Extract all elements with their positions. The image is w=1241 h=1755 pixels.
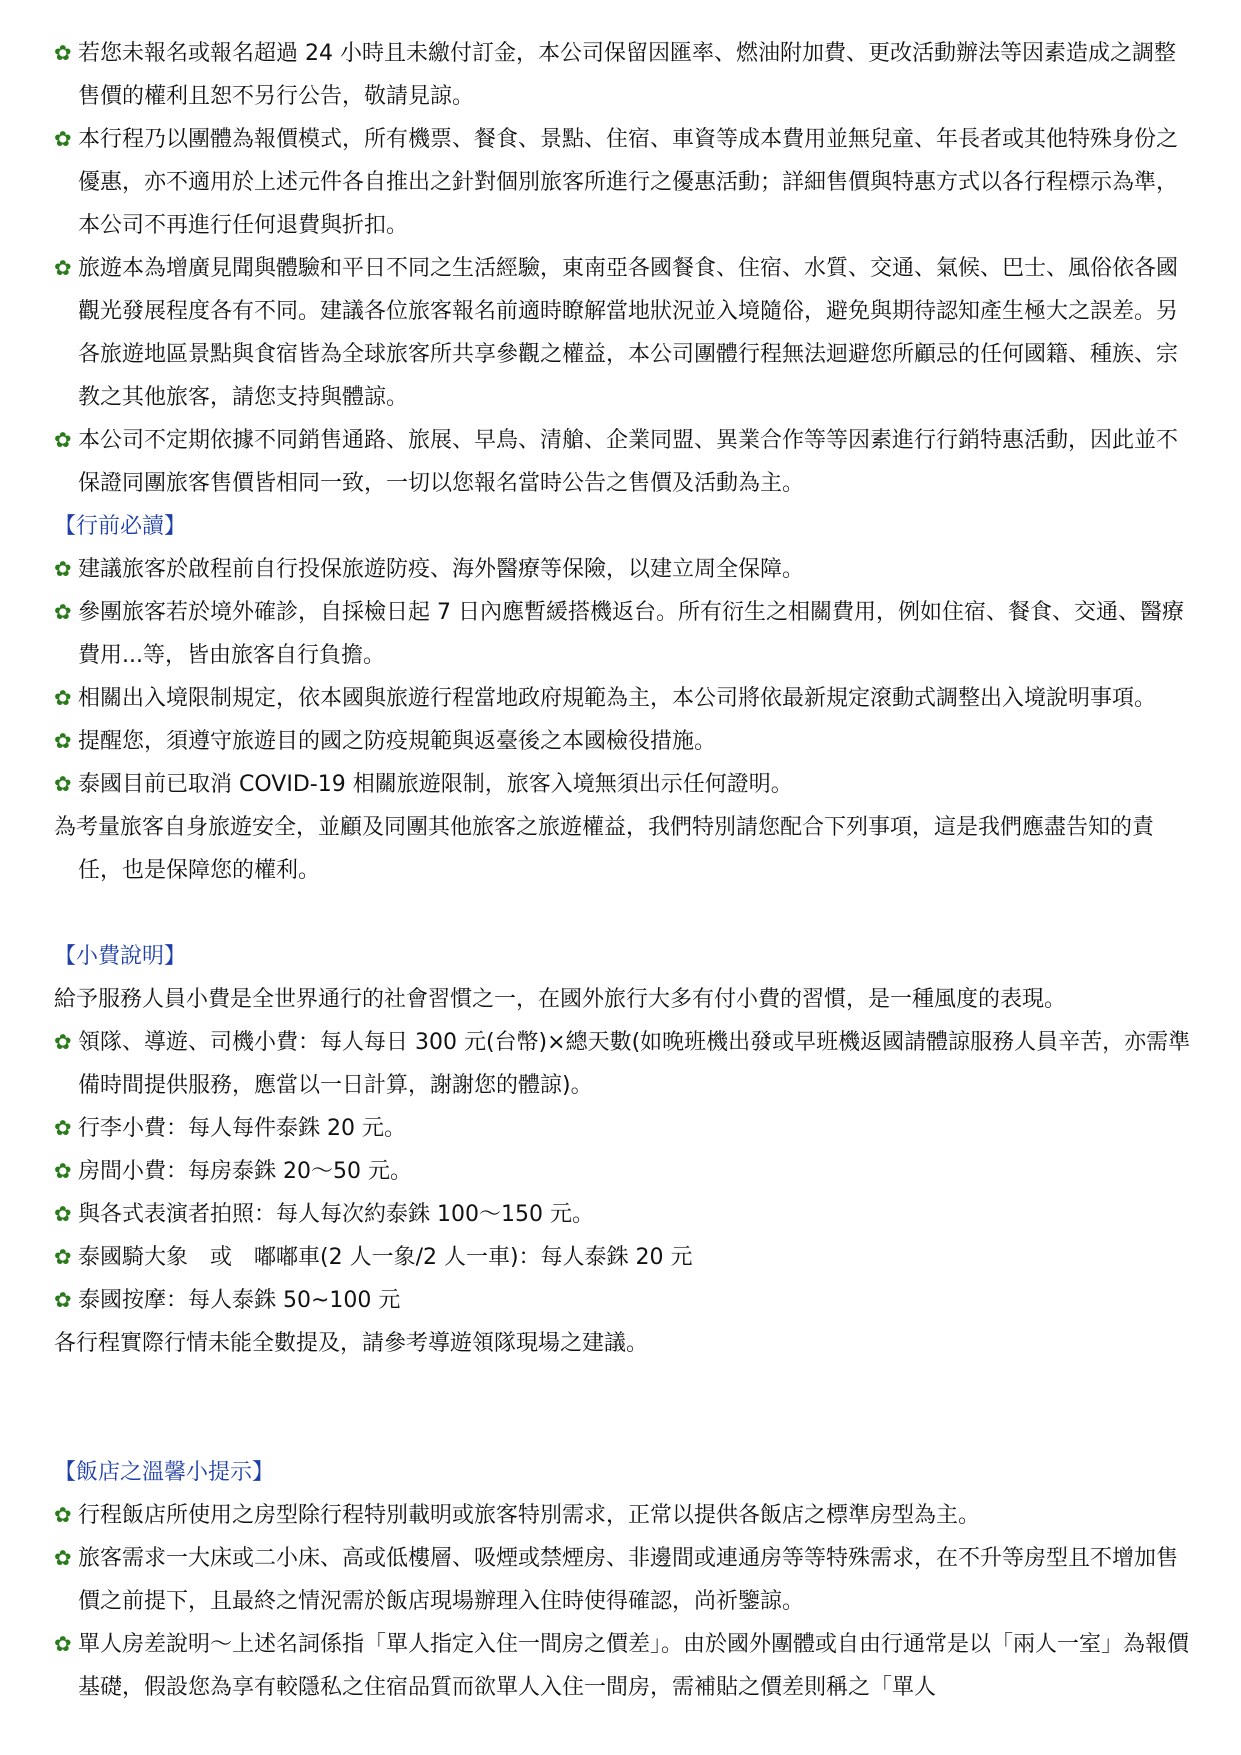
pre-trip-item <box>54 763 1194 806</box>
flower-bullet-icon: ✿ <box>54 127 72 151</box>
notice-text: 旅遊本為增廣見聞與體驗和平日不同之生活經驗，東南亞各國餐食、住宿、水質、交通、氣候、巴士、風俗依各國觀光發展程度各有不同。建議各位旅客報名前適時瞭解當地狀況並入境隨俗，避免與期待認知產生極大之誤差。另各旅遊地區景點與食宿皆為全球旅客所共享參觀之權益，本公司團體行程無法迴避您所顧忌的任何國籍、種族、宗教之其他旅客，請您支持與體諒。 <box>78 256 1179 410</box>
tips-closing: 各行程實際行情未能全數提及，請參考導遊領隊現場之建議。 <box>54 1331 649 1356</box>
flower-bullet-icon: ✿ <box>54 1245 72 1269</box>
notice-item <box>54 419 1194 505</box>
hotel-text: 行程飯店所使用之房型除行程特別載明或旅客特別需求，正常以提供各飯店之標準房型為主。 <box>78 1503 981 1528</box>
flower-bullet-icon: ✿ <box>54 1288 72 1312</box>
pre-trip-item <box>54 677 1194 720</box>
tips-text: 領隊、導遊、司機小費：每人每日 300 元(台幣)×總天數(如晚班機出發或早班機返國請體諒服務人員辛苦，亦需準備時間提供服務，應當以一日計算，謝謝您的體諒)。 <box>78 1030 1191 1098</box>
flower-bullet-icon: ✿ <box>54 1116 72 1140</box>
notice-text: 若您未報名或報名超過 24 小時且未繳付訂金，本公司保留因匯率、燃油附加費、更改活動辦法等因素造成之調整售價的權利且恕不另行公告，敬請見諒。 <box>78 41 1176 109</box>
tips-text: 房間小費：每房泰銖 20～50 元。 <box>78 1159 412 1184</box>
flower-bullet-icon: ✿ <box>54 772 72 796</box>
pre-trip-text: 建議旅客於啟程前自行投保旅遊防疫、海外醫療等保險，以建立周全保障。 <box>78 557 805 582</box>
flower-bullet-icon: ✿ <box>54 1202 72 1226</box>
notice-item <box>54 32 1194 118</box>
tips-item <box>54 1193 1194 1236</box>
flower-bullet-icon: ✿ <box>54 1159 72 1183</box>
pre-trip-text: 泰國目前已取消 COVID-19 相關旅遊限制，旅客入境無須出示任何證明。 <box>78 772 793 797</box>
hotel-item <box>54 1537 1194 1623</box>
flower-bullet-icon: ✿ <box>54 600 72 624</box>
spacer <box>54 1365 1194 1451</box>
flower-bullet-icon: ✿ <box>54 729 72 753</box>
flower-bullet-icon: ✿ <box>54 1632 72 1656</box>
notice-text: 本公司不定期依據不同銷售通路、旅展、早鳥、清艙、企業同盟、異業合作等等因素進行行銷特惠活動，因此並不保證同團旅客售價皆相同一致，一切以您報名當時公告之售價及活動為主。 <box>78 428 1179 496</box>
flower-bullet-icon: ✿ <box>54 1030 72 1054</box>
pre-trip-item <box>54 548 1194 591</box>
tips-text: 泰國按摩：每人泰銖 50~100 元 <box>78 1288 401 1313</box>
hotel-item <box>54 1494 1194 1537</box>
tips-item <box>54 1021 1194 1107</box>
tips-text: 與各式表演者拍照：每人每次約泰銖 100～150 元。 <box>78 1202 594 1227</box>
notice-item <box>54 118 1194 247</box>
pre-trip-item <box>54 591 1194 677</box>
flower-bullet-icon: ✿ <box>54 256 72 280</box>
hotel-heading: 【飯店之溫馨小提示】 <box>54 1460 275 1485</box>
flower-bullet-icon: ✿ <box>54 1503 72 1527</box>
tips-item <box>54 1236 1194 1279</box>
tips-item <box>54 1279 1194 1322</box>
flower-bullet-icon: ✿ <box>54 686 72 710</box>
tips-text: 行李小費：每人每件泰銖 20 元。 <box>78 1116 406 1141</box>
hotel-text: 單人房差說明～上述名詞係指「單人指定入住一間房之價差」。由於國外團體或自由行通常是以「兩人一室」為報價基礎，假設您為享有較隱私之住宿品質而欲單人入住一間房，需補貼之價差則稱之「單人 <box>78 1632 1190 1700</box>
pre-trip-text: 相關出入境限制規定，依本國與旅遊行程當地政府規範為主，本公司將依最新規定滾動式調整出入境說明事項。 <box>78 686 1157 711</box>
hotel-item <box>54 1623 1194 1709</box>
pre-trip-text: 提醒您，須遵守旅遊目的國之防疫規範與返臺後之本國檢役措施。 <box>78 729 717 754</box>
flower-bullet-icon: ✿ <box>54 428 72 452</box>
document-page <box>54 32 1194 1709</box>
flower-bullet-icon: ✿ <box>54 1546 72 1570</box>
spacer <box>54 892 1194 935</box>
tips-heading: 【小費說明】 <box>54 944 187 969</box>
tips-item <box>54 1107 1194 1150</box>
flower-bullet-icon: ✿ <box>54 557 72 581</box>
notice-item <box>54 247 1194 419</box>
tips-text: 泰國騎大象 或 嘟嘟車(2 人一象/2 人一車)：每人泰銖 20 元 <box>78 1245 693 1270</box>
tips-item <box>54 1150 1194 1193</box>
pre-trip-text: 參團旅客若於境外確診，自採檢日起 7 日內應暫緩搭機返台。所有衍生之相關費用，例如住宿、餐食、交通、醫療費用...等，皆由旅客自行負擔。 <box>78 600 1184 668</box>
tips-intro: 給予服務人員小費是全世界通行的社會習慣之一，在國外旅行大多有付小費的習慣，是一種風度的表現。 <box>54 987 1067 1012</box>
notice-text: 本行程乃以團體為報價模式，所有機票、餐食、景點、住宿、車資等成本費用並無兒童、年長者或其他特殊身份之優惠，亦不適用於上述元件各自推出之針對個別旅客所進行之優惠活動；詳細售價與特惠方式以各行程標示為準，本公司不再進行任何退費與折扣。 <box>78 127 1179 238</box>
hotel-text: 旅客需求一大床或二小床、高或低樓層、吸煙或禁煙房、非邊間或連通房等等特殊需求，在不升等房型且不增加售價之前提下，且最終之情況需於飯店現場辦理入住時使得確認，尚祈鑒諒。 <box>78 1546 1179 1614</box>
flower-bullet-icon: ✿ <box>54 41 72 65</box>
pre-trip-item <box>54 720 1194 763</box>
pre-trip-closing: 為考量旅客自身旅遊安全，並顧及同團其他旅客之旅遊權益，我們特別請您配合下列事項，這是我們應盡告知的責任，也是保障您的權利。 <box>54 815 1155 883</box>
pre-trip-heading: 【行前必讀】 <box>54 514 187 539</box>
